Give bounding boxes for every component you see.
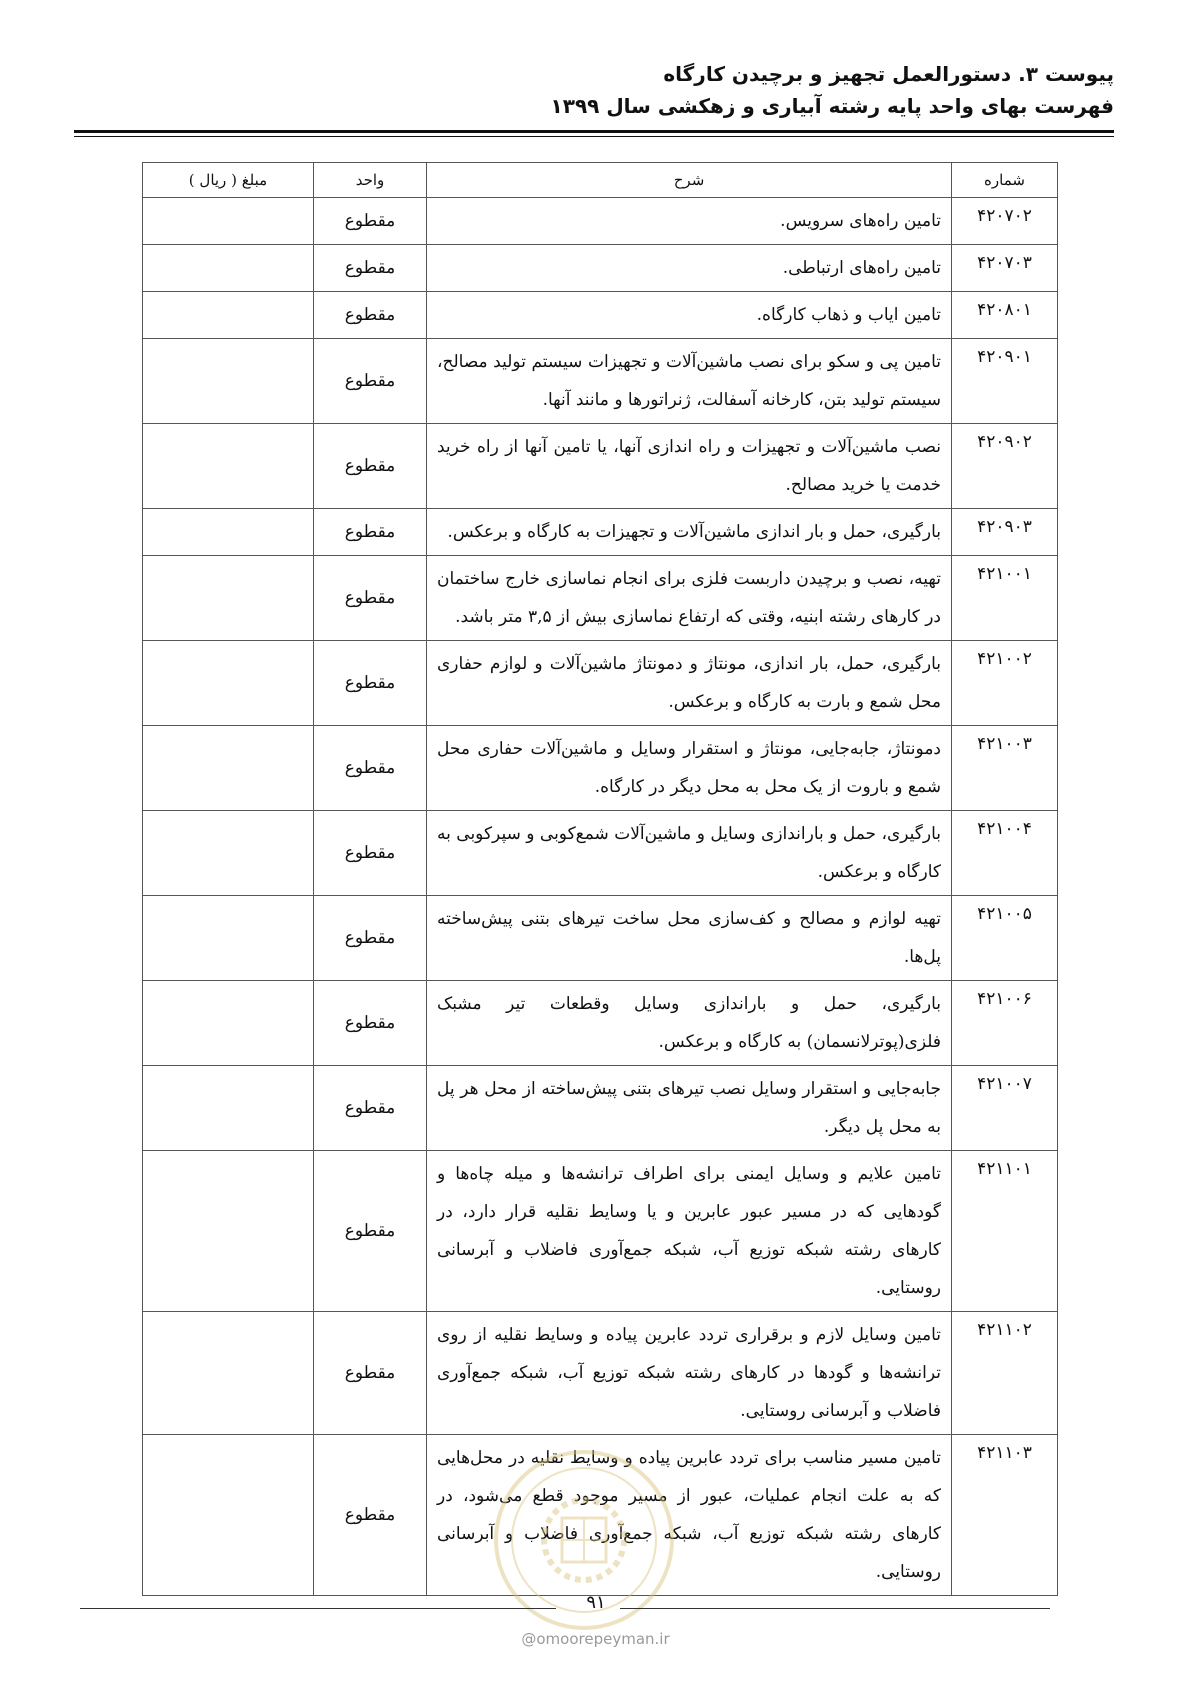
table-row xyxy=(143,1312,1058,1435)
item-amount-cell xyxy=(143,1151,314,1312)
header-title-pricelist: فهرست بهای واحد پایه رشته آبیاری و زهکشی سال ۱۳۹۹ xyxy=(550,94,1114,118)
item-amount-cell xyxy=(143,981,314,1066)
item-number-cell: ۴۲۰۷۰۲ xyxy=(952,198,1058,245)
item-unit-cell: مقطوع xyxy=(314,424,427,509)
table-body xyxy=(143,198,1058,1596)
table-row xyxy=(143,641,1058,726)
item-amount-cell xyxy=(143,811,314,896)
item-number-cell: ۴۲۰۹۰۳ xyxy=(952,509,1058,556)
item-unit-cell: مقطوع xyxy=(314,198,427,245)
item-amount-cell xyxy=(143,1066,314,1151)
item-unit-cell: مقطوع xyxy=(314,641,427,726)
item-number-cell: ۴۲۰۷۰۳ xyxy=(952,245,1058,292)
item-unit-cell: مقطوع xyxy=(314,1151,427,1312)
column-header-unit: واحد xyxy=(314,163,427,198)
page-header xyxy=(74,58,1114,122)
table-row xyxy=(143,556,1058,641)
item-unit-cell: مقطوع xyxy=(314,726,427,811)
watermark-url: @omoorepeyman.ir xyxy=(521,1630,670,1648)
column-header-description: شرح xyxy=(427,163,952,198)
item-amount-cell xyxy=(143,245,314,292)
table-row xyxy=(143,424,1058,509)
item-amount-cell xyxy=(143,1435,314,1596)
table-row xyxy=(143,292,1058,339)
item-number-cell: ۴۲۱۱۰۲ xyxy=(952,1312,1058,1435)
item-unit-cell: مقطوع xyxy=(314,292,427,339)
item-unit-cell: مقطوع xyxy=(314,509,427,556)
table-row xyxy=(143,245,1058,292)
item-description-cell: تامین علایم و وسایل ایمنی برای اطراف ترانشه‌ها و میله چاه‌ها و گودهایی که در مسیر عبور عابرین و یا وسایط نقلیه قرار دارد، در کارهای رشته شبکه توزیع آب، شبکه جمع‌آوری فاضلاب و آبرسانی روستایی. xyxy=(427,1151,952,1312)
item-amount-cell xyxy=(143,198,314,245)
table-row xyxy=(143,896,1058,981)
table-row xyxy=(143,1066,1058,1151)
item-description-cell: تهیه، نصب و برچیدن داربست فلزی برای انجام نماسازی خارج ساختمان در کارهای رشته ابنیه، وقتی که ارتفاع نماسازی بیش از ۳,۵ متر باشد. xyxy=(427,556,952,641)
item-description-cell: بارگیری، حمل و باراندازی وسایل وقطعات تیر مشبک فلزی(پوترلانسمان) به کارگاه و برعکس. xyxy=(427,981,952,1066)
table-row xyxy=(143,198,1058,245)
item-unit-cell: مقطوع xyxy=(314,339,427,424)
item-number-cell: ۴۲۰۹۰۱ xyxy=(952,339,1058,424)
item-description-cell: بارگیری، حمل و باراندازی وسایل و ماشین‌آلات شمع‌کوبی و سپرکوبی به کارگاه و برعکس. xyxy=(427,811,952,896)
table-row xyxy=(143,1151,1058,1312)
item-unit-cell: مقطوع xyxy=(314,245,427,292)
header-divider-thick xyxy=(74,130,1114,133)
column-header-number: شماره xyxy=(952,163,1058,198)
table-row xyxy=(143,339,1058,424)
item-number-cell: ۴۲۱۱۰۳ xyxy=(952,1435,1058,1596)
table-row xyxy=(143,509,1058,556)
footer-divider-right xyxy=(620,1608,1050,1609)
item-unit-cell: مقطوع xyxy=(314,896,427,981)
header-divider-thin xyxy=(74,136,1114,137)
item-description-cell: بارگیری، حمل، بار اندازی، مونتاژ و دمونتاژ ماشین‌آلات و لوازم حفاری محل شمع و بارت به کارگاه و برعکس. xyxy=(427,641,952,726)
table-row xyxy=(143,726,1058,811)
item-number-cell: ۴۲۰۸۰۱ xyxy=(952,292,1058,339)
price-list-table xyxy=(142,162,1058,1596)
footer-divider-left xyxy=(80,1608,556,1609)
item-amount-cell xyxy=(143,726,314,811)
item-amount-cell xyxy=(143,556,314,641)
item-amount-cell xyxy=(143,896,314,981)
item-amount-cell xyxy=(143,641,314,726)
item-description-cell: تامین راه‌های ارتباطی. xyxy=(427,245,952,292)
item-number-cell: ۴۲۱۰۰۴ xyxy=(952,811,1058,896)
page-number: ۹۱ xyxy=(586,1592,606,1613)
item-number-cell: ۴۲۱۱۰۱ xyxy=(952,1151,1058,1312)
table-row xyxy=(143,981,1058,1066)
item-description-cell: تامین راه‌های سرویس. xyxy=(427,198,952,245)
header-title-appendix: پیوست ۳. دستورالعمل تجهیز و برچیدن کارگاه xyxy=(663,62,1114,86)
item-amount-cell xyxy=(143,1312,314,1435)
item-description-cell: تامین وسایل لازم و برقراری تردد عابرین پیاده و وسایط نقلیه از روی ترانشه‌ها و گودها در کارهای رشته شبکه توزیع آب، شبکه جمع‌آوری فاضلاب و آبرسانی روستایی. xyxy=(427,1312,952,1435)
item-amount-cell xyxy=(143,424,314,509)
item-amount-cell xyxy=(143,292,314,339)
item-number-cell: ۴۲۱۰۰۳ xyxy=(952,726,1058,811)
item-amount-cell xyxy=(143,509,314,556)
item-number-cell: ۴۲۰۹۰۲ xyxy=(952,424,1058,509)
column-header-amount: مبلغ ( ریال ) xyxy=(143,163,314,198)
item-number-cell: ۴۲۱۰۰۲ xyxy=(952,641,1058,726)
item-description-cell: نصب ماشین‌آلات و تجهیزات و راه اندازی آنها، یا تامین آنها از راه خرید خدمت یا خرید مصالح. xyxy=(427,424,952,509)
item-description-cell: تهیه لوازم و مصالح و کف‌سازی محل ساخت تیرهای بتنی پیش‌ساخته پل‌ها. xyxy=(427,896,952,981)
item-number-cell: ۴۲۱۰۰۶ xyxy=(952,981,1058,1066)
item-unit-cell: مقطوع xyxy=(314,1435,427,1596)
table-header-row xyxy=(143,163,1058,198)
item-number-cell: ۴۲۱۰۰۱ xyxy=(952,556,1058,641)
item-description-cell: دمونتاژ، جابه‌جایی، مونتاژ و استقرار وسایل و ماشین‌آلات حفاری محل شمع و باروت از یک محل به محل دیگر در کارگاه. xyxy=(427,726,952,811)
item-amount-cell xyxy=(143,339,314,424)
item-unit-cell: مقطوع xyxy=(314,811,427,896)
item-description-cell: تامین مسیر مناسب برای تردد عابرین پیاده و وسایط نقلیه در محل‌هایی که به علت انجام عملیات، عبور از مسیر موجود قطع می‌شود، در کارهای رشته شبکه توزیع آب، شبکه جمع‌آوری فاضلاب و آبرسانی روستایی. xyxy=(427,1435,952,1596)
item-unit-cell: مقطوع xyxy=(314,1312,427,1435)
item-description-cell: بارگیری، حمل و بار اندازی ماشین‌آلات و تجهیزات به کارگاه و برعکس. xyxy=(427,509,952,556)
item-unit-cell: مقطوع xyxy=(314,981,427,1066)
item-description-cell: تامین پی و سکو برای نصب ماشین‌آلات و تجهیزات سیستم تولید مصالح، سیستم تولید بتن، کارخانه آسفالت، ژنراتورها و مانند آنها. xyxy=(427,339,952,424)
item-description-cell: تامین ایاب و ذهاب کارگاه. xyxy=(427,292,952,339)
item-number-cell: ۴۲۱۰۰۷ xyxy=(952,1066,1058,1151)
item-unit-cell: مقطوع xyxy=(314,556,427,641)
item-unit-cell: مقطوع xyxy=(314,1066,427,1151)
item-description-cell: جابه‌جایی و استقرار وسایل نصب تیرهای بتنی پیش‌ساخته از محل هر پل به محل پل دیگر. xyxy=(427,1066,952,1151)
item-number-cell: ۴۲۱۰۰۵ xyxy=(952,896,1058,981)
table-row xyxy=(143,811,1058,896)
